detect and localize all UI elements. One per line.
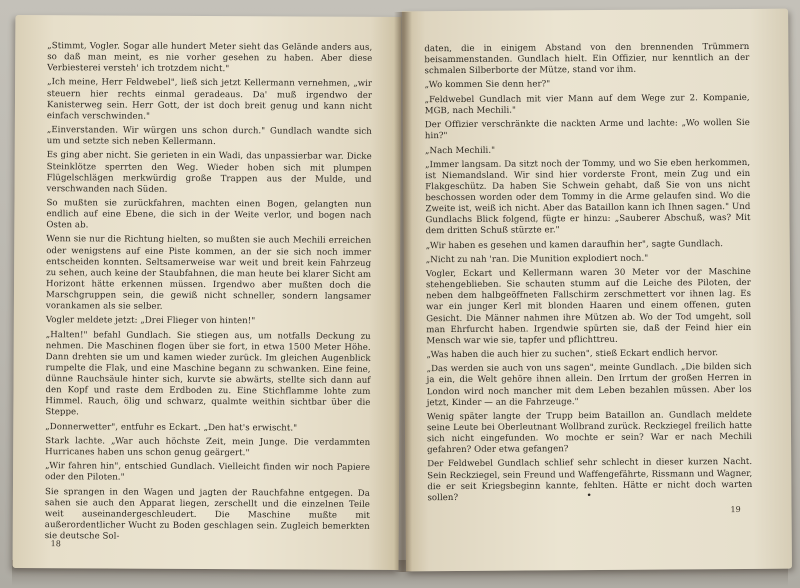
paragraph: Es ging aber nicht. Sie gerieten in ein Wadi, das unpassierbar war. Dicke Steinklötze sperrten den Weg. Wieder hoben sich mit plumpen Flügelschlägen merkwürdig große Trappen aus der Mulde, und verschwanden nach Süden. <box>46 150 372 195</box>
paragraph: „Immer langsam. Da sitzt noch der Tommy, und wo Sie eben herkommen, ist Niemandsland. Wir sind hier vorderste Front, mein Zug und ein Flakgeschütz. Da haben Sie Schwein gehabt, daß Sie von uns nicht beschossen worden oder dem Tommy in die Arme gelaufen sind. Wo die Zweite ist, weiß ich nicht. Aber das Bataillon kann ich Ihnen sagen." Und Gundlachs Blick folgend, fügte er hinzu: „Sauberer Abschuß, was? Mit dem dritten Schuß stürzte er." <box>425 157 751 237</box>
page-number: 18 <box>50 539 61 549</box>
paragraph: „Ich meine, Herr Feldwebel", ließ sich jetzt Kellermann vernehmen, „wir steuern hier rechts einmal geradeaus. Da' muß irgendwo der Kanisterweg sein. Herr Gott, der ist doch breit genug und kann nicht einfach verschwinden." <box>46 77 373 122</box>
paragraph: Sie sprangen in den Wagen und jagten der Rauchfahne entgegen. Da sahen sie auch den Apparat liegen, zerschellt und die einzelnen Teile weit auseinandergeschleudert. Die Maschine mußte mit außerordentlicher Wucht zu Boden geschlagen sein. Zugleich bemerkten sie deutsche Sol- <box>44 486 370 542</box>
paragraph: Stark lachte. „War auch höchste Zeit, mein Junge. Die verdammten Hurricanes haben uns schon genug geärgert." <box>45 435 371 459</box>
paragraph: Wenn sie nur die Richtung hielten, so mußten sie auch Mechili erreichen oder wenigstens auf eine Piste kommen, an der sie sich noch immer entscheiden konnten. Seltsamerweise war weit und breit kein Fahrzeug zu sehen, auch keine der Staubfahnen, die man heute bei klarer Sicht am Horizont hätte erkennen müssen. Irgendwo aber mußten doch die Marschgruppen sein, die gewiß nicht schneller, sondern langsamer vorankamen als sie selber. <box>45 234 372 312</box>
paragraph: „Feldwebel Gundlach mit vier Mann auf dem Wege zur 2. Kompanie, MGB, nach Mechili." <box>424 92 750 117</box>
paragraph: „Donnerwetter", entfuhr es Eckart. „Den hat's erwischt." <box>45 421 298 433</box>
page-number: 19 <box>730 505 741 515</box>
paragraph: Der Feldwebel Gundlach schlief sehr schlecht in dieser kurzen Nacht. Sein Reckziegel, sein Freund und Waffengefährte, Rissmann und Wagner, die er seit Kriegsbeginn kannte, fehlten. Hätte er nicht doch warten sollen? <box>427 457 753 503</box>
book-gutter <box>394 12 412 572</box>
paragraph: Der Offizier verschränkte die nackten Arme und lachte: „Wo wollen Sie hin?" <box>424 118 750 142</box>
paragraph: So mußten sie zurückfahren, machten einen Bogen, gelangten nun endlich auf eine Ebene, die sich in der Weite verlor, und bogen nach Osten ab. <box>46 198 372 231</box>
paragraph: „Wir fahren hin", entschied Gundlach. Vielleicht finden wir noch Papiere oder den Piloten." <box>45 461 371 483</box>
paragraph: daten, die in einigem Abstand von den brennenden Trümmern beisammenstanden. Gundlach hielt. Ein Offizier, nur kenntlich an der schmalen Silberborte der Mütze, stand vor ihm. <box>424 41 750 77</box>
paragraph: „Stimmt, Vogler. Sogar alle hundert Meter sieht das Gelände anders aus, so daß man meint, es nie vorher gesehen zu haben. Aber diese Verbiesterei versteh' ich trotzdem nicht." <box>47 41 373 75</box>
paragraph: „Wir haben es gesehen und kamen daraufhin her", sagte Gundlach. <box>425 238 724 251</box>
left-page-text <box>45 41 373 547</box>
paragraph: „Einverstanden. Wir würgen uns schon durch." Gundlach wandte sich um und setzte sich neben Kellermann. <box>46 125 372 148</box>
paragraph: „Das werden sie auch von uns sagen", meinte Gundlach. „Die bilden sich ja ein, die Welt gehöre ihnen allein. Den Irrtum der großen Herren in London wird noch mancher mit dem Leben bezahlen müssen. Aber los jetzt, Kinder — an die Fahrzeuge." <box>426 362 752 408</box>
paragraph: „Nicht zu nah 'ran. Die Munition explodiert noch." <box>425 253 649 266</box>
paragraph: Vogler meldete jetzt: „Drei Flieger von hinten!" <box>45 315 256 327</box>
paragraph: „Halten!" befahl Gundlach. Sie stiegen aus, um notfalls Deckung zu nehmen. Die Maschinen flogen über sie fort, in etwa 1500 Meter Höhe. Dann drehten sie um und kamen wieder zurück. Im gleichen Augenblick rumpelte die Flak, und eine Maschine begann zu schwanken. Eine feine, dünne Rauchsäule hinter sich, kurvte sie abwärts, stellte sich dann auf den Kopf und raste dem Erdboden zu. Eine Stichflamme lohte zum Himmel. Rauch, ölig und schwarz, qualmte weithin sichtbar über die Steppe. <box>45 329 371 418</box>
paragraph: Wenig später langte der Trupp beim Bataillon an. Gundlach meldete seine Leute bei Oberleutnant Wollbrand zurück. Reckziegel freilich hatte sich nicht eingefunden. Wo mochte er sein? War er nach Mechili gefahren? Oder etwa gefangen? <box>426 409 753 456</box>
right-page-text <box>424 42 752 507</box>
right-page <box>402 9 792 572</box>
paragraph: Vogler, Eckart und Kellermann waren 30 Meter vor der Maschine stehengeblieben. Sie schauten stumm auf die Leiche des Piloten, der neben dem halbgeöffneten Fallschirm zerschmettert vor ihnen lag. Es war ein junger Kerl mit blonden Haaren und einem offenen, guten Gesicht. Die Männer nahmen ihre Mützen ab. Wo der Tod umgeht, soll man Ehrfurcht haben. Irgendwie spürten sie, daß der Feind hier ein Mensch war wie sie, tapfer und pflichttreu. <box>425 267 752 346</box>
paragraph: „Wo kommen Sie denn her?" <box>424 79 551 91</box>
section-mark: • <box>586 491 592 502</box>
left-page <box>13 15 402 570</box>
paragraph: „Nach Mechili." <box>424 145 496 156</box>
paragraph: „Was haben die auch hier zu suchen", stieß Eckart endlich hervor. <box>426 348 719 361</box>
